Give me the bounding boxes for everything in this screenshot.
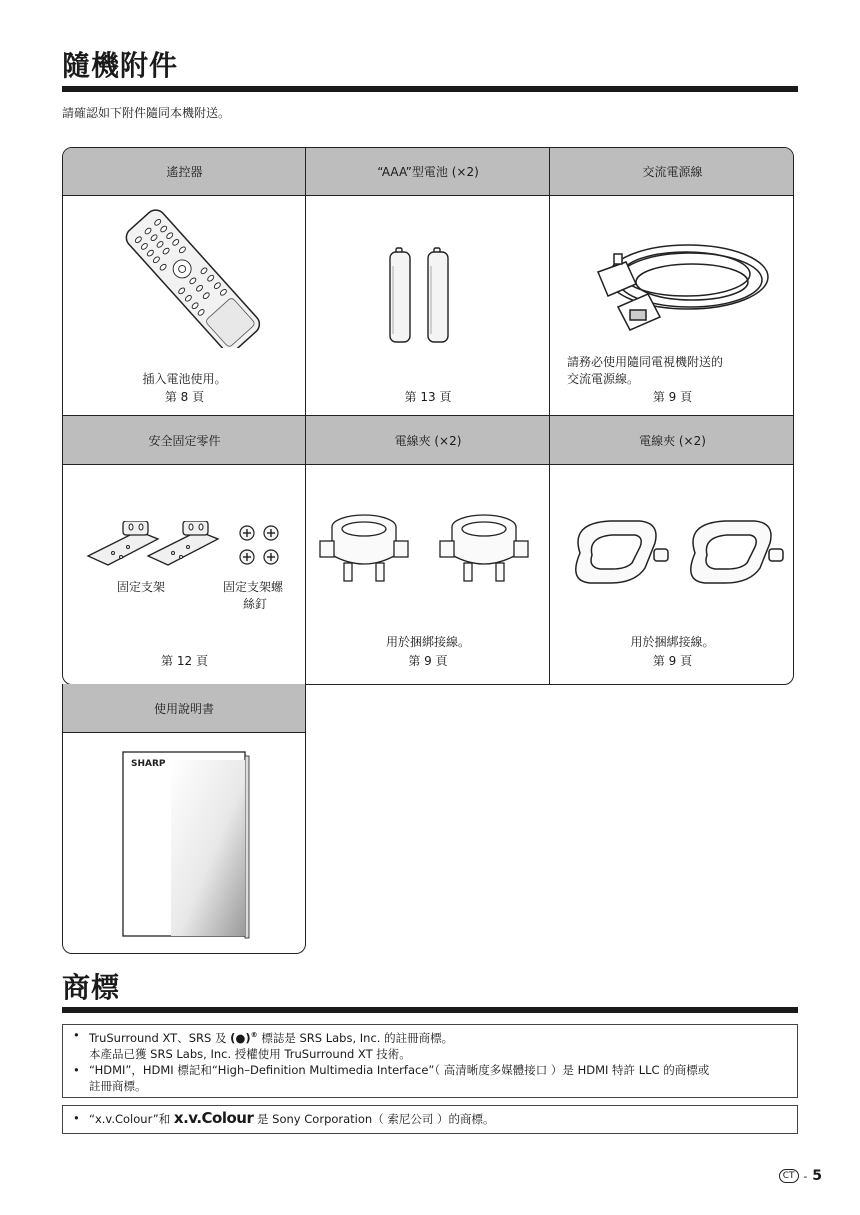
trademark-item-xvcolour	[71, 1110, 789, 1127]
trademark-item-srs	[71, 1027, 789, 1062]
trademark-box-2	[62, 1105, 798, 1134]
power-cord-caption-2: 交流電源線。	[567, 372, 640, 386]
xv-text-a: “x.v.Colour”和	[89, 1112, 171, 1126]
header-safety-parts: 安全固定零件	[63, 416, 306, 465]
screw-icon	[235, 521, 285, 571]
srs-text-a: TruSurround XT、SRS 及	[89, 1030, 227, 1045]
cable-tie-icon	[560, 513, 790, 593]
bracket-label: 固定支架	[117, 580, 166, 594]
cell-operation-manual	[62, 684, 306, 954]
remote-control-icon	[118, 208, 268, 348]
cell-safety-parts	[63, 465, 306, 685]
power-cord-caption-1: 請務必使用隨同電視機附送的	[567, 355, 724, 369]
cable-clamp-icon	[314, 505, 544, 585]
header-cable-ties: 電線夾 (×2)	[550, 416, 794, 465]
cell-cable-ties	[550, 465, 794, 685]
hdmi-text: • “HDMI”，HDMI 標記和“High–Definition Multimedia Interface”（ 高清晰度多媒體接口 ）是 HDMI 特許 LLC 的商標或	[89, 1062, 710, 1077]
safety-parts-page-ref: 第 12 頁	[161, 654, 208, 668]
screw-label-2: 絲釘	[243, 597, 268, 611]
row-divider	[63, 415, 793, 416]
cable-clamps-page-ref: 第 9 頁	[408, 654, 448, 668]
remote-page-ref: 第 8 頁	[164, 390, 205, 404]
cell-remote	[63, 196, 306, 415]
header-cable-clamps: 電線夾 (×2)	[306, 416, 550, 465]
title-rule	[62, 86, 798, 92]
remote-caption: 插入電池使用。	[142, 372, 227, 386]
page-number	[779, 1168, 822, 1184]
hdmi-text-cont: 註冊商標。	[89, 1078, 147, 1093]
manual-icon	[121, 750, 251, 940]
trademark-item-hdmi	[71, 1062, 789, 1094]
cable-ties-page-ref: 第 9 頁	[652, 654, 693, 668]
cell-cable-clamps	[306, 465, 550, 685]
header-operation-manual: 使用說明書	[63, 684, 305, 733]
power-cord-icon	[578, 222, 778, 342]
header-batteries: “AAA”型電池 (×2)	[306, 148, 550, 196]
srs-text-b: 標誌是 SRS Labs, Inc. 的註冊商標。	[261, 1030, 454, 1045]
srs-license-text: 本產品已獲 SRS Labs, Inc. 授權使用 TruSurround XT 技術。	[89, 1046, 411, 1061]
section-title-accessories: 隨機附件	[62, 49, 179, 82]
cell-power-cord	[550, 196, 794, 415]
accessories-table	[62, 147, 794, 685]
header-power-cord: 交流電源線	[550, 148, 794, 196]
cell-batteries	[306, 196, 550, 415]
header-remote: 遙控器	[63, 148, 306, 196]
title-rule	[62, 1007, 798, 1013]
xv-colour-logo: x.v.Colour	[173, 1109, 254, 1127]
batteries-page-ref: 第 13 頁	[404, 390, 452, 404]
screw-label-1: 固定支架螺	[223, 580, 284, 594]
language-badge-icon: CT	[779, 1169, 799, 1183]
page-sep: -	[803, 1170, 808, 1183]
bracket-icon	[83, 521, 233, 576]
cable-clamps-caption: 用於捆綁接線。	[385, 635, 470, 649]
battery-icon	[388, 244, 468, 344]
cable-ties-caption: 用於捆綁接線。	[630, 635, 715, 649]
page-number-value: 5	[812, 1168, 822, 1184]
intro-text: 請確認如下附件隨同本機附送。	[62, 106, 231, 120]
xv-text-b: 是 Sony Corporation（ 索尼公司 ）的商標。	[257, 1112, 495, 1126]
manual-brand: SHARP	[131, 759, 166, 769]
trademark-box-1	[62, 1024, 798, 1098]
srs-logo-icon: (●)®	[230, 1030, 258, 1045]
power-cord-page-ref: 第 9 頁	[652, 390, 693, 404]
section-title-trademarks: 商標	[62, 971, 121, 1004]
